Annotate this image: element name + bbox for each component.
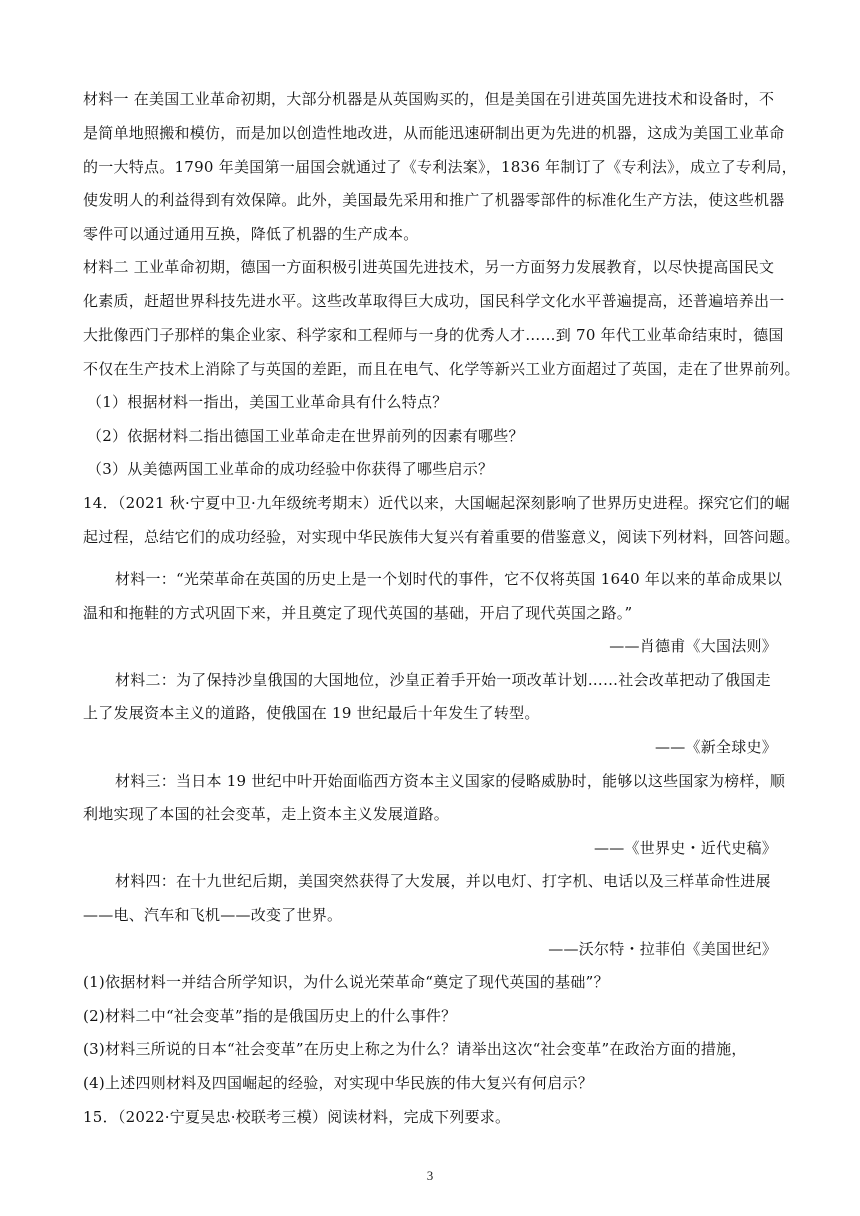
passage2-line: 材料二 工业革命初期，德国一方面积极引进英国先进技术，另一方面努力发展教育，以尽快提高国民文 xyxy=(83,258,775,276)
question-14-header: 起过程，总结它们的成功经验，对实现中华民族伟大复兴有着重要的借鉴意义，阅读下列材料，回答问题。 xyxy=(83,528,800,546)
material-2-line: 材料二：为了保持沙皇俄国的大国地位，沙皇正着手开始一项改革计划……社会改革把动了俄国走 xyxy=(115,671,771,689)
material-1-source: ——肖德甫《大国法则》 xyxy=(609,637,777,655)
material-3-source: ——《世界史・近代史稿》 xyxy=(593,839,777,857)
question-13-3: （3）从美德两国工业革命的成功经验中你获得了哪些启示？ xyxy=(87,460,494,478)
material-4-source: ——沃尔特・拉菲伯《美国世纪》 xyxy=(548,940,777,958)
material-4-line: 材料四：在十九世纪后期，美国突然获得了大发展，并以电灯、打字机、电话以及三样革命性进展 xyxy=(115,872,771,890)
question-13-1: （1）根据材料一指出，美国工业革命具有什么特点？ xyxy=(87,393,448,411)
material-2-line: 上了发展资本主义的道路，使俄国在 19 世纪最后十年发生了转型。 xyxy=(83,704,540,722)
passage1-line: 是简单地照搬和模仿，而是加以创造性地改进，从而能迅速研制出更为先进的机器，这成为美国工业革命 xyxy=(83,124,785,142)
material-1-line: 温和和拖鞋的方式巩固下来，并且奠定了现代英国的基础，开启了现代英国之路。” xyxy=(83,604,633,622)
question-15-header: 15．（2022·宁夏吴忠·校联考三模）阅读材料，完成下列要求。 xyxy=(83,1108,511,1126)
question-14-header: 14．（2021 秋·宁夏中卫·九年级统考期末）近代以来，大国崛起深刻影响了世界历史进程。探究它们的崛 xyxy=(83,494,790,512)
question-13-2: （2）依据材料二指出德国工业革命走在世界前列的因素有哪些？ xyxy=(87,427,524,445)
question-14-1: (1)依据材料一并结合所学知识，为什么说光荣革命“奠定了现代英国的基础”？ xyxy=(83,973,609,991)
page-number: 3 xyxy=(426,1168,434,1183)
passage1-line: 使发明人的利益得到有效保障。此外，美国最先采用和推广了机器零部件的标准化生产方法，使这些机器 xyxy=(83,191,785,209)
question-14-2: (2)材料二中“社会变革”指的是俄国历史上的什么事件？ xyxy=(83,1007,457,1025)
material-2-source: ——《新全球史》 xyxy=(654,738,777,756)
material-3-line: 利地实现了本国的社会变革，走上资本主义发展道路。 xyxy=(83,805,450,823)
question-14-4: (4)上述四则材料及四国崛起的经验，对实现中华民族的伟大复兴有何启示？ xyxy=(83,1074,594,1092)
passage1-line: 的一大特点。1790 年美国第一届国会就通过了《专利法案》，1836 年制订了《专利法》，成立了专利局， xyxy=(83,158,797,176)
passage1-line: 材料一 在美国工业革命初期，大部分机器是从英国购买的，但是美国在引进英国先进技术和设备时，不 xyxy=(83,90,775,108)
material-1-line: 材料一：“光荣革命在英国的历史上是一个划时代的事件，它不仅将英国 1640 年以来的革命成果以 xyxy=(115,570,783,588)
passage2-line: 不仅在生产技术上消除了与英国的差距，而且在电气、化学等新兴工业方面超过了英国，走在了世界前列。 xyxy=(83,360,800,378)
material-4-line: ——电、汽车和飞机——改变了世界。 xyxy=(83,906,343,924)
question-14-3: (3)材料三所说的日本“社会变革”在历史上称之为什么？请举出这次“社会变革”在政治方面的措施， xyxy=(83,1040,747,1058)
passage2-line: 大批像西门子那样的集企业家、科学家和工程师与一身的优秀人才……到 70 年代工业革命结束时，德国 xyxy=(83,326,784,344)
material-3-line: 材料三：当日本 19 世纪中叶开始面临西方资本主义国家的侵略威胁时，能够以这些国家为榜样，顺 xyxy=(115,772,786,790)
passage1-line: 零件可以通过通用互换，降低了机器的生产成本。 xyxy=(83,225,419,243)
passage2-line: 化素质，赶超世界科技先进水平。这些改革取得巨大成功，国民科学文化水平普遍提高，还普遍培养出一 xyxy=(83,292,785,310)
